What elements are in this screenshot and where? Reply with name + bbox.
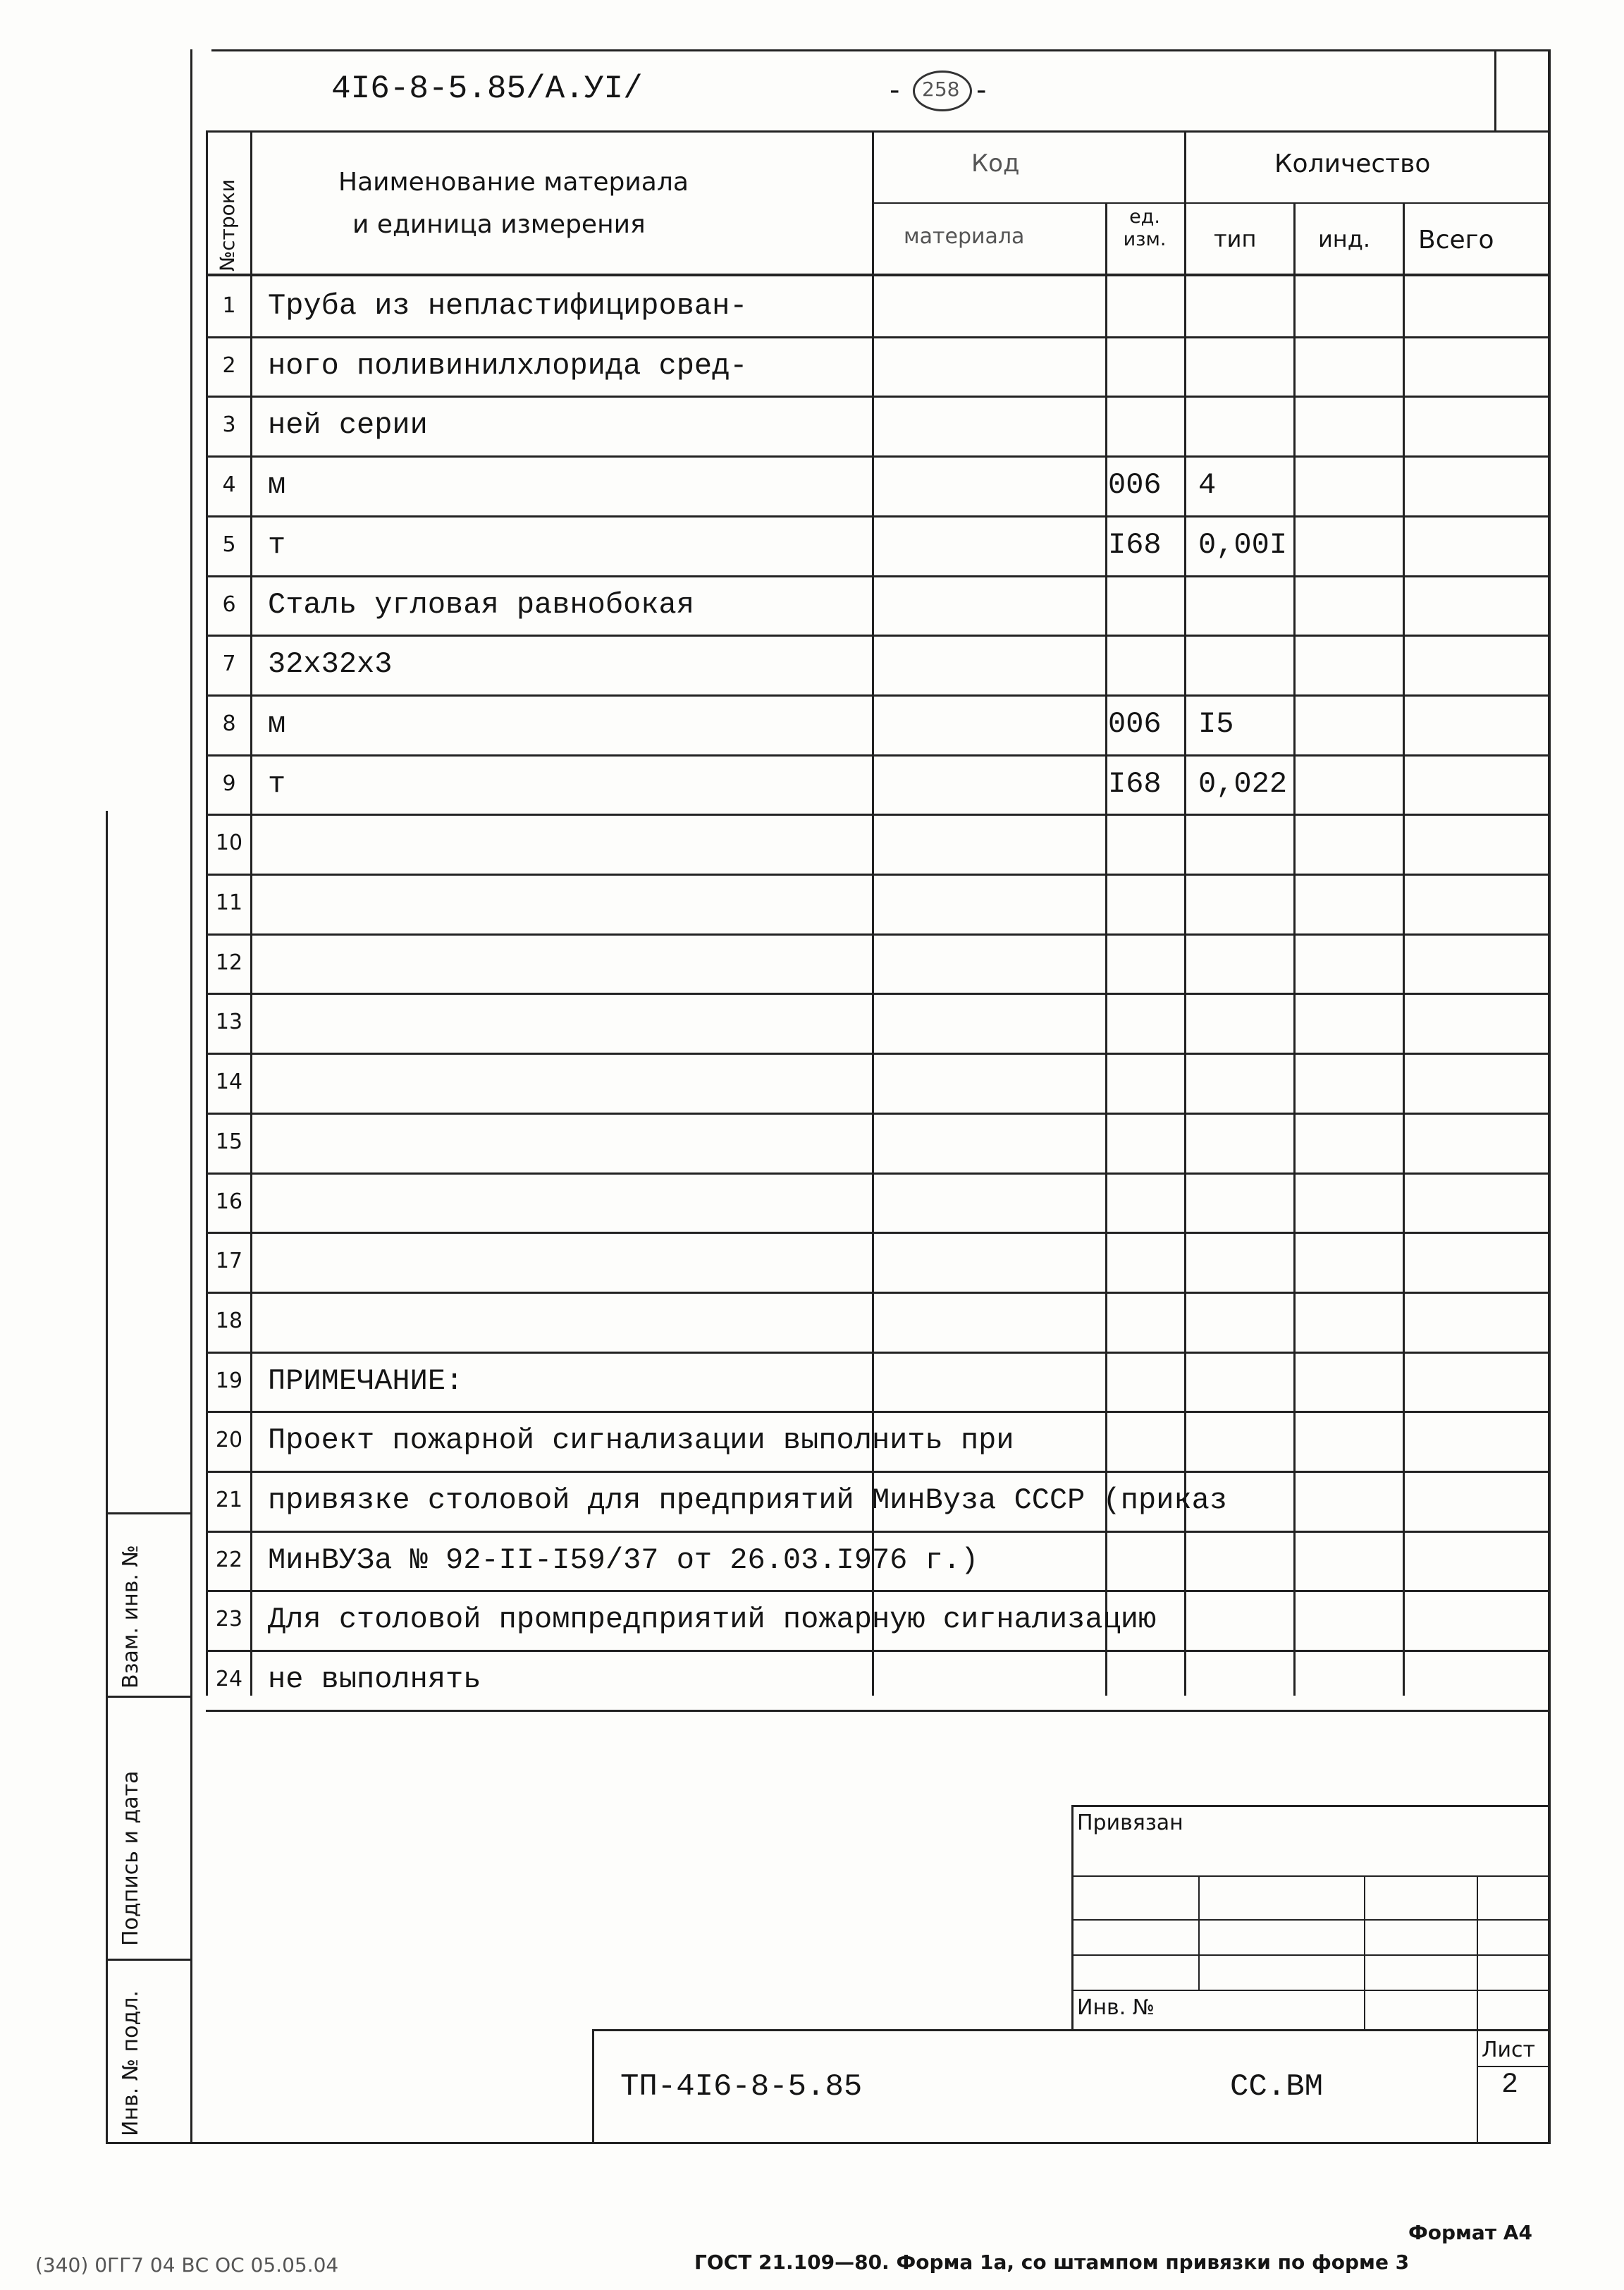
table-row-line	[206, 1471, 1548, 1473]
row-material-name: м	[268, 707, 286, 741]
table-row-line	[206, 1531, 1548, 1533]
row-number: 2	[222, 353, 236, 378]
stamp-col-2	[1364, 1875, 1365, 2031]
header-code: Код	[971, 149, 1020, 178]
footer-left-code: (340) 0ГГ7 04 ВС ОС 05.05.04	[35, 2253, 339, 2277]
page-number-dash-right: -	[976, 74, 987, 106]
stamp-top	[1071, 1805, 1548, 1807]
stamp-col-1	[1198, 1875, 1200, 1990]
row-material-name: 32x32x3	[268, 647, 393, 681]
header-name-line2: и единица измерения	[352, 210, 646, 239]
table-top-line	[206, 130, 1548, 133]
row-material-name: ного поливинилхлорида сред-	[268, 349, 748, 383]
row-unit-code: I68	[1108, 767, 1162, 801]
table-row-line	[206, 754, 1548, 757]
row-number: 8	[222, 711, 236, 736]
row-material-name: м	[268, 468, 286, 502]
row-number: 6	[222, 592, 236, 617]
row-number: 20	[215, 1428, 243, 1452]
row-number: 9	[222, 771, 236, 796]
table-row-line	[206, 874, 1548, 876]
row-number: 17	[215, 1249, 243, 1273]
row-material-name: ПРИМЕЧАНИЕ:	[268, 1364, 464, 1398]
row-material-name: МинВУЗа № 92-II-I59/37 от 26.03.I976 г.)	[268, 1543, 979, 1577]
col-line-code	[872, 130, 874, 1696]
col-line-qty	[1184, 130, 1186, 1696]
table-row-line	[206, 336, 1548, 338]
title-block-sheet-line	[1477, 2066, 1548, 2067]
table-row-line	[206, 1232, 1548, 1234]
footer-format: Формат А4	[1408, 2221, 1532, 2244]
row-number: 21	[215, 1488, 243, 1512]
table-row-line	[206, 575, 1548, 577]
header-quantity: Количество	[1274, 149, 1431, 178]
row-number: 15	[215, 1129, 243, 1154]
row-material-name: т	[268, 767, 286, 801]
side-divider-top	[106, 1512, 190, 1514]
row-number: 4	[222, 472, 236, 497]
table-row-line	[206, 455, 1548, 458]
table-row-line	[206, 1172, 1548, 1175]
frame-top	[211, 49, 1551, 51]
title-sheet-value: 2	[1501, 2069, 1519, 2101]
row-number: 12	[215, 950, 243, 975]
frame-left-inner	[190, 49, 192, 2143]
row-unit-code: I68	[1108, 528, 1162, 562]
row-material-name: Для столовой промпредприятий пожарную сигнализацию	[268, 1603, 1157, 1636]
table-row-line	[206, 1113, 1548, 1115]
row-qty-type: 0,00I	[1198, 528, 1288, 562]
table-row-line	[206, 814, 1548, 816]
header-code-unit: ед. изм.	[1123, 206, 1167, 250]
table-row-line	[206, 1710, 1548, 1712]
title-doc-number: ТП-4I6-8-5.85	[620, 2069, 863, 2105]
row-number: 23	[215, 1607, 243, 1631]
table-row-line	[206, 933, 1548, 936]
stamp-col-3	[1477, 1875, 1478, 2143]
row-material-name: не выполнять	[268, 1663, 481, 1696]
side-label-signature-date: Подпись и дата	[118, 1770, 143, 1946]
table-header-bottom-line	[206, 274, 1548, 276]
page-number: 258	[922, 78, 960, 101]
title-block-left	[592, 2029, 594, 2143]
side-label-inv-podl: Инв. № подл.	[118, 1990, 143, 2136]
table-row-line	[206, 1411, 1548, 1413]
row-number: 19	[215, 1369, 243, 1393]
stamp-inv-no: Инв. №	[1077, 1995, 1155, 2020]
side-col-line	[106, 1512, 108, 2143]
row-material-name: привязке столовой для предприятий МинВуза СССР (приказ	[268, 1483, 1228, 1517]
row-number: 24	[215, 1667, 243, 1691]
row-material-name: ней серии	[268, 408, 428, 442]
row-qty-type: 0,022	[1198, 767, 1288, 801]
header-row-number: №строки	[216, 179, 239, 271]
header-code-material: материала	[904, 224, 1025, 249]
row-material-name: Труба из непластифицирован-	[268, 289, 748, 323]
row-number: 3	[222, 412, 236, 437]
stamp-left	[1071, 1805, 1074, 2031]
row-number: 18	[215, 1309, 243, 1333]
row-number: 5	[222, 532, 236, 557]
header-name-line1: Наименование материала	[338, 168, 689, 197]
row-material-name: Сталь угловая равнобокая	[268, 588, 694, 622]
header-qty-type: тип	[1214, 226, 1257, 252]
table-row-line	[206, 1053, 1548, 1055]
row-qty-type: I5	[1198, 707, 1234, 741]
row-material-name: Проект пожарной сигнализации выполнить при	[268, 1423, 1014, 1457]
header-qty-ind: инд.	[1318, 226, 1371, 252]
page-number-dash-left: -	[890, 74, 900, 106]
row-number: 11	[215, 890, 243, 915]
row-number: 7	[222, 651, 236, 676]
table-row-line	[206, 1590, 1548, 1592]
frame-right	[1548, 49, 1551, 2143]
table-row-line	[206, 1352, 1548, 1354]
table-row-line	[206, 635, 1548, 637]
row-qty-type: 4	[1198, 468, 1217, 502]
frame-topright-box	[1494, 49, 1496, 130]
side-label-zam-inv: Взам. инв. №	[118, 1545, 143, 1689]
frame-bottom	[106, 2142, 1551, 2144]
table-row-line	[206, 1650, 1548, 1652]
stamp-privyazan: Привязан	[1077, 1811, 1183, 1835]
table-row-line	[206, 1292, 1548, 1294]
row-unit-code: 006	[1108, 468, 1162, 502]
table-row-line	[206, 396, 1548, 398]
row-unit-code: 006	[1108, 707, 1162, 741]
row-number: 16	[215, 1189, 243, 1214]
title-block-top	[592, 2029, 1548, 2031]
footer-gost: ГОСТ 21.109—80. Форма 1а, со штампом привязки по форме 3	[694, 2251, 1410, 2274]
row-number: 1	[222, 293, 236, 318]
table-row-line	[206, 515, 1548, 518]
side-divider-1	[106, 1696, 190, 1698]
row-number: 14	[215, 1070, 243, 1094]
title-sheet-label: Лист	[1482, 2038, 1536, 2062]
row-material-name: т	[268, 528, 286, 562]
table-row-line	[206, 694, 1548, 697]
table-row-line	[206, 993, 1548, 995]
header-qty-total: Всего	[1418, 226, 1494, 255]
document-code: 4I6-8-5.85/А.УI/	[331, 71, 643, 107]
row-number: 22	[215, 1548, 243, 1572]
table-subheader-line	[872, 202, 1548, 204]
side-divider-2	[106, 1959, 190, 1961]
title-doc-mark: СС.ВМ	[1230, 2069, 1324, 2105]
row-number: 13	[215, 1010, 243, 1034]
row-number: 10	[215, 831, 243, 855]
